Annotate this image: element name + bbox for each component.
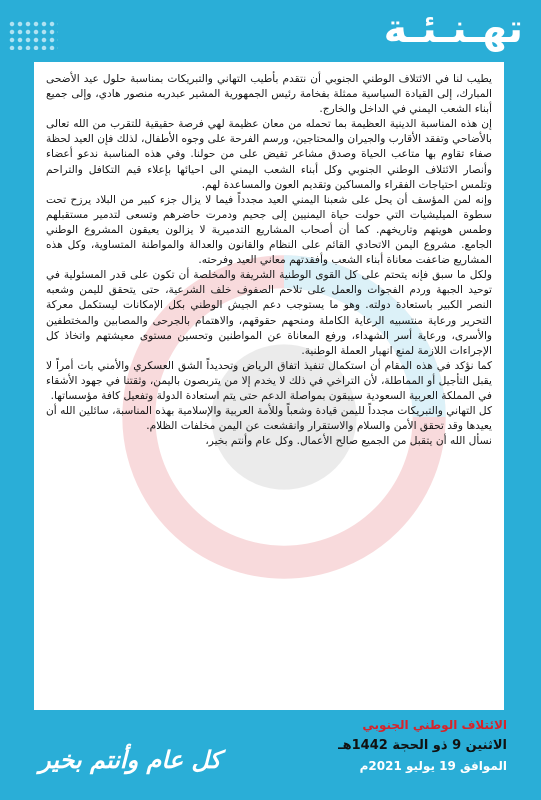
page-title: تهـنـئـة — [383, 6, 523, 52]
signature-org: الائتلاف الوطني الجنوبي — [362, 718, 507, 732]
signature-date-gregorian: الموافق 19 يوليو 2021م — [359, 759, 507, 773]
paragraph-6: كل التهاني والتبريكات مجدداً لليمن قيادة وشعباً وللأمة العربية والإسلامية بهذه المناسبة، سائلين الله أن يعيدها وقد تحقق الأمن والسلام والاستقرار وانقشعت عن اليمن مخلفات الظلام. — [46, 405, 492, 433]
eid-calligraphy — [30, 722, 230, 790]
paragraph-5: كما نؤكد في هذه المقام أن استكمال تنفيذ اتفاق الرياض وتحديداً الشق العسكري والأمني بات أمراً لا يقبل التأجيل أو المماطلة، لأن التراخي في ذلك لا يخدم إلا من يتربصون باليمن، وثقتنا في جهود الأشقاء في المملكة العربية السعودية سيبقون بمواصلة الدعم حتى يتم استعادة الدولة وتفعيل كافة مؤسساتها. — [46, 359, 492, 402]
svg-text:كل عام وأنتم بخير: كل عام وأنتم بخير — [39, 746, 221, 774]
paragraph-3: وإنه لمن المؤسف أن يحل على شعبنا اليمني العيد مجدداً فيما لا يزال جزء كبير من البلاد يرزح تحت سطوة الميليشيات التي حولت حياة اليمنيين إلى جحيم ودمرت حاضرهم وتسعى لتدمير مستقبلهم وطمس هويتهم وتاريخهم. كما أن أصحاب المشاريع التدميرية لا يزالون يعيقون المشروع الوطني الجامع. مشروع اليمن الاتحادي القائم على النظام والقانون والعدالة والمواطنة المتساوية، وكل هذه المشاريع ضاعفت معاناة أبناء الشعب وأفقدتهم معاني العيد وفرحته. — [46, 193, 492, 267]
dots-decoration — [8, 20, 58, 50]
paragraph-2: إن هذه المناسبة الدينية العظيمة بما تحمله من معان عظيمة لهي فرصة حقيقية للتقرب من الله تعالى بالأضاحي وتفقد الأقارب والجيران والمحتاجين، ورسم الفرحة على وجوه الأطفال، لذلك فإن العيد لحظة صفاء تقاوم بها متاعب الحياة وصدق مشاعر تفيض على من حولنا. وفي هذه المناسبة ندعو أعضاء وأنصار الائتلاف الوطني الجنوبي وكل أبناء الشعب اليمني الى احيائها بإعلاء قيم التكافل والتراحم وتلمس احتياجات الفقراء والمساكين وتقديم العون والمساعدة لهم. — [46, 118, 492, 191]
statement-card — [34, 62, 504, 710]
signature-date-hijri: الاثنين 9 ذو الحجة 1442هـ — [338, 738, 507, 753]
paragraph-4: ولكل ما سبق فإنه يتحتم على كل القوى الوطنية الشريفة والمخلصة أن تكون على قدر المسئولية في توحيد الجبهة وردم الفجوات والعمل على تلاحم الصفوف خلف الشرعية، حتى يتحقق لليمن وشعبه النصر الكبير باستعادة دولته. وهو ما يستوجب دعم الجيش الوطني بكل الإمكانات ليستكمل معركة التحرير ورعاية منتسبيه الرعاية الكاملة ومنحهم حقوقهم، والاهتمام بالجرحى والمصابين والمختطفين والأسرى، ورعاية أسر الشهداء، ورفع المعاناة عن المواطنين وتحسين مستوى معيشتهم واتخاذ كل الإجراءات اللازمة لمنع انهيار العملة الوطنية. — [46, 269, 492, 357]
statement-body — [46, 72, 492, 449]
signature-block — [338, 718, 507, 773]
paragraph-7: نسأل الله أن يتقبل من الجميع صالح الأعمال. وكل عام وأنتم بخير، — [205, 435, 492, 448]
paragraph-1: يطيب لنا في الائتلاف الوطني الجنوبي أن نتقدم بأطيب التهاني والتبريكات بمناسبة حلول عيد الأضحى المبارك، إلى القيادة السياسية ممثلة بفخامة رئيس الجمهورية المشير عبدربه منصور هادي، وإلى جميع أبناء الشعب اليمني في الداخل والخارج. — [46, 73, 492, 116]
